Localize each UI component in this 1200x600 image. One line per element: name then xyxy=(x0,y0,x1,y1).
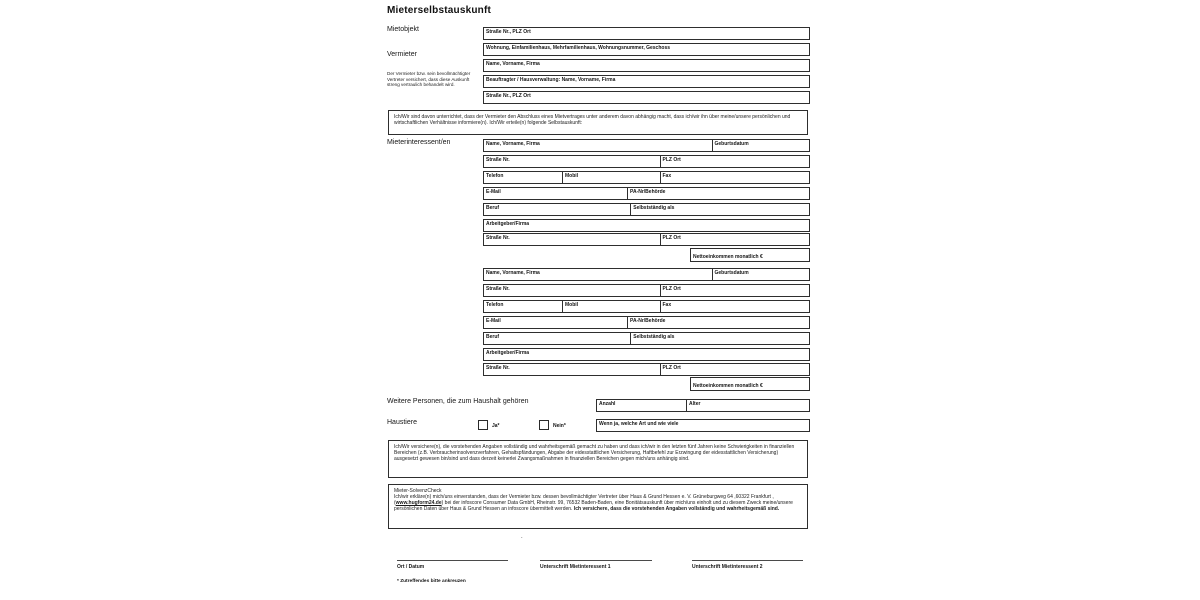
field-vermieter-address-cell[interactable] xyxy=(484,92,809,103)
field-label: Fax xyxy=(662,302,672,308)
field-label: Telefon xyxy=(486,173,504,179)
p1-row-name xyxy=(483,139,810,152)
signature-label-mieter1: Unterschrift Mietinteressent 1 xyxy=(540,564,611,570)
p2-field-telefon[interactable] xyxy=(484,301,562,312)
p2-field-arbeitgeber-strasse[interactable] xyxy=(484,364,660,375)
signature-line-ort-datum[interactable] xyxy=(397,560,508,561)
p1-row-arbeitgeber xyxy=(483,219,810,232)
p1-row-beruf xyxy=(483,203,810,216)
p1-field-arbeitgeber[interactable] xyxy=(484,220,809,231)
p1-field-beruf[interactable] xyxy=(484,204,630,215)
haustiere-nein-checkbox[interactable] xyxy=(539,420,549,430)
weitere-personen-row xyxy=(596,399,810,412)
p1-field-telefon[interactable] xyxy=(484,172,562,183)
field-label: Straße Nr. xyxy=(486,235,510,241)
p1-field-arbeitgeber-strasse[interactable] xyxy=(484,234,660,245)
signature-line-mieter1[interactable] xyxy=(540,560,652,561)
field-label: Beauftragter / Hausverwaltung: Name, Vorname, Firma xyxy=(486,77,616,83)
p1-field-mobil[interactable] xyxy=(562,172,660,183)
p2-row-email xyxy=(483,316,810,329)
haustiere-nein-label: Nein* xyxy=(553,423,566,429)
haustiere-ja-checkbox[interactable] xyxy=(478,420,488,430)
field-label: Straße Nr. xyxy=(486,365,510,371)
field-label: Telefon xyxy=(486,302,504,308)
section-label-mieterinteressenten: Mieterinteressent/en xyxy=(387,139,451,146)
field-label: Alter xyxy=(689,401,701,407)
p2-row-arbeitgeber xyxy=(483,348,810,361)
field-label: Straße Nr. xyxy=(486,286,510,292)
solvenzcheck-text-2: ) bei der infoscore Consumer Data GmbH, Rheinstr. 99, 76532 Baden-Baden, eine Bonitätsauskunft über mich/uns einholt und zu diesem Zweck meine/unsere persönlichen Daten über Haus & Grund Hessen an infoscore übermittelt werden. xyxy=(394,500,793,513)
field-label: Name, Vorname, Firma xyxy=(486,61,540,67)
stray-mark: . xyxy=(521,534,523,540)
field-mietobjekt-address-cell[interactable] xyxy=(484,28,809,39)
signature-label-mieter2: Unterschrift Mietinteressent 2 xyxy=(692,564,763,570)
field-alter[interactable] xyxy=(686,400,809,411)
solvenzcheck-bold-assurance: Ich versichere, dass die vorstehenden Angaben vollständig und wahrheitsgemäß sind. xyxy=(573,506,780,513)
field-label: Nettoeinkommen monatlich € xyxy=(693,383,763,389)
p1-field-strasse[interactable] xyxy=(484,156,660,167)
field-label: Straße Nr. xyxy=(486,157,510,163)
field-label: Name, Vorname, Firma xyxy=(486,141,540,147)
field-mietobjekt-wohnungsart[interactable] xyxy=(483,43,810,56)
p2-field-beruf[interactable] xyxy=(484,333,630,344)
field-wenn-ja[interactable] xyxy=(597,420,809,431)
p2-field-plz[interactable] xyxy=(660,285,810,296)
field-label: Geburtsdatum xyxy=(714,141,749,147)
p2-field-arbeitgeber[interactable] xyxy=(484,349,809,360)
p2-row-phone xyxy=(483,300,810,313)
field-label: Arbeitgeber/Firma xyxy=(486,221,530,227)
p2-field-email[interactable] xyxy=(484,317,627,328)
footnote: * Zutreffendes bitte ankreuzen xyxy=(397,579,466,584)
p1-field-geburtsdatum[interactable] xyxy=(712,140,810,151)
signature-line-mieter2[interactable] xyxy=(692,560,803,561)
p2-field-name[interactable] xyxy=(484,269,712,280)
field-vermieter-address[interactable] xyxy=(483,91,810,104)
p2-field-nettoeinkommen[interactable] xyxy=(690,377,810,391)
solvenzcheck-title: Mieter-SolvenzCheck xyxy=(394,488,442,494)
notice-box xyxy=(388,110,808,135)
haustiere-wenn-ja-row xyxy=(596,419,810,432)
field-label: Geburtsdatum xyxy=(714,270,749,276)
field-label: Arbeitgeber/Firma xyxy=(486,350,530,356)
p1-row-arbeitgeber-address xyxy=(483,233,810,246)
field-label: PLZ Ort xyxy=(662,286,681,292)
p2-row-name xyxy=(483,268,810,281)
p2-row-address xyxy=(483,284,810,297)
field-label: E-Mail xyxy=(486,318,501,324)
field-vermieter-beauftragter-cell[interactable] xyxy=(484,76,809,87)
p2-field-strasse[interactable] xyxy=(484,285,660,296)
p2-field-arbeitgeber-plz[interactable] xyxy=(660,364,810,375)
field-label: PA-Nr/Behörde xyxy=(630,189,666,195)
field-label: PA-Nr/Behörde xyxy=(630,318,666,324)
solvenzcheck-box xyxy=(388,484,808,529)
p2-field-fax[interactable] xyxy=(660,301,810,312)
haustiere-ja-label: Ja* xyxy=(492,423,500,429)
field-label: Wohnung, Einfamilienhaus, Mehrfamilienhaus, Wohnungsnummer, Geschoss xyxy=(486,45,671,51)
section-label-mietobjekt: Mietobjekt xyxy=(387,26,419,33)
notice-text: Ich/Wir sind davon unterrichtet, dass der Vermieter den Abschluss eines Mietvertrages unter anderem davon abhängig macht, dass ich/wir ihn über meine/unsere persönlichen und wirtschaftlichen Verhältnisse informiere(n). Ich/Wir erteile(n) folgende Selbstauskunft: xyxy=(394,114,791,127)
field-label: Nettoeinkommen monatlich € xyxy=(693,254,763,260)
field-label: Selbstständig als xyxy=(633,205,675,211)
field-label: Mobil xyxy=(565,173,579,179)
p1-field-nettoeinkommen[interactable] xyxy=(690,248,810,262)
p1-row-email xyxy=(483,187,810,200)
field-anzahl[interactable] xyxy=(597,400,686,411)
field-label: Straße Nr., PLZ Ort xyxy=(486,93,531,99)
field-label: PLZ Ort xyxy=(662,157,681,163)
section-label-weitere-personen: Weitere Personen, die zum Haushalt gehören xyxy=(387,398,529,405)
field-label: Mobil xyxy=(565,302,579,308)
p1-field-email[interactable] xyxy=(484,188,627,199)
field-vermieter-name-cell[interactable] xyxy=(484,60,809,71)
versicherung-text: Ich/Wir versichere(n), die vorstehenden Angaben vollständig und wahrheitsgemäß gemacht zu haben und dass ich/wir in den letzten fünf Jahren keine Schwierigkeiten in finanziellen Bereichen (z.B. Verbraucherinsolvenzverfahren, Gehaltspfändungen, Abgabe der eidesstattlichen Versicherung, Haftbefehl zur Erzwingung der eidesstattlichen Versicherung) ausgesetzt gewesen bin/sind und dass derzeit keinerlei Zwangsmaßnahmen in finanziellen Bereichen gegen mich/uns anhängig sind. xyxy=(394,444,795,463)
p1-field-name[interactable] xyxy=(484,140,712,151)
field-label: Wenn ja, welche Art und wie viele xyxy=(599,421,679,427)
p1-field-selbststaendig[interactable] xyxy=(630,204,809,215)
hugform24-link[interactable]: www.hugform24.de xyxy=(395,500,442,507)
field-mietobjekt-wohnungsart-cell[interactable] xyxy=(484,44,809,55)
solvenzcheck-text-1: Ich/wir erkläre(n) mich/uns einverstanden, dass der Vermieter bzw. dessen bevollmächtigter Vertreter über Haus & Grund Hessen e. V. Grüneburgweg 64 ,60322 Frankfurt , ( xyxy=(394,494,774,507)
section-label-haustiere: Haustiere xyxy=(387,419,417,426)
form-title: Mieterselbstauskunft xyxy=(387,5,492,16)
vermieter-confidentiality-note: Der Vermieter bzw. sein bevollmächtigter Vertreter versichert, dass diese Auskunft streng vertraulich behandelt wird. xyxy=(387,71,471,88)
field-label: Fax xyxy=(662,173,672,179)
p2-field-mobil[interactable] xyxy=(562,301,660,312)
field-label: PLZ Ort xyxy=(662,235,681,241)
section-label-vermieter: Vermieter xyxy=(387,51,417,58)
field-vermieter-beauftragter[interactable] xyxy=(483,75,810,88)
field-label: E-Mail xyxy=(486,189,501,195)
versicherung-box xyxy=(388,440,808,478)
field-label: Straße Nr., PLZ Ort xyxy=(486,29,531,35)
field-label: PLZ Ort xyxy=(662,365,681,371)
p2-field-geburtsdatum[interactable] xyxy=(712,269,810,280)
p2-field-pa-nr[interactable] xyxy=(627,317,809,328)
p2-row-arbeitgeber-address xyxy=(483,363,810,376)
field-label: Beruf xyxy=(486,205,500,211)
p1-field-fax[interactable] xyxy=(660,172,810,183)
field-label: Anzahl xyxy=(599,401,616,407)
p1-row-address xyxy=(483,155,810,168)
p2-field-selbststaendig[interactable] xyxy=(630,333,809,344)
field-label: Beruf xyxy=(486,334,500,340)
field-label: Name, Vorname, Firma xyxy=(486,270,540,276)
p1-field-arbeitgeber-plz[interactable] xyxy=(660,234,810,245)
p1-row-phone xyxy=(483,171,810,184)
field-label: Selbstständig als xyxy=(633,334,675,340)
p2-row-beruf xyxy=(483,332,810,345)
signature-label-ort-datum: Ort / Datum xyxy=(397,564,425,570)
p1-field-pa-nr[interactable] xyxy=(627,188,809,199)
field-mietobjekt-address[interactable] xyxy=(483,27,810,40)
p1-field-plz[interactable] xyxy=(660,156,810,167)
field-vermieter-name[interactable] xyxy=(483,59,810,72)
